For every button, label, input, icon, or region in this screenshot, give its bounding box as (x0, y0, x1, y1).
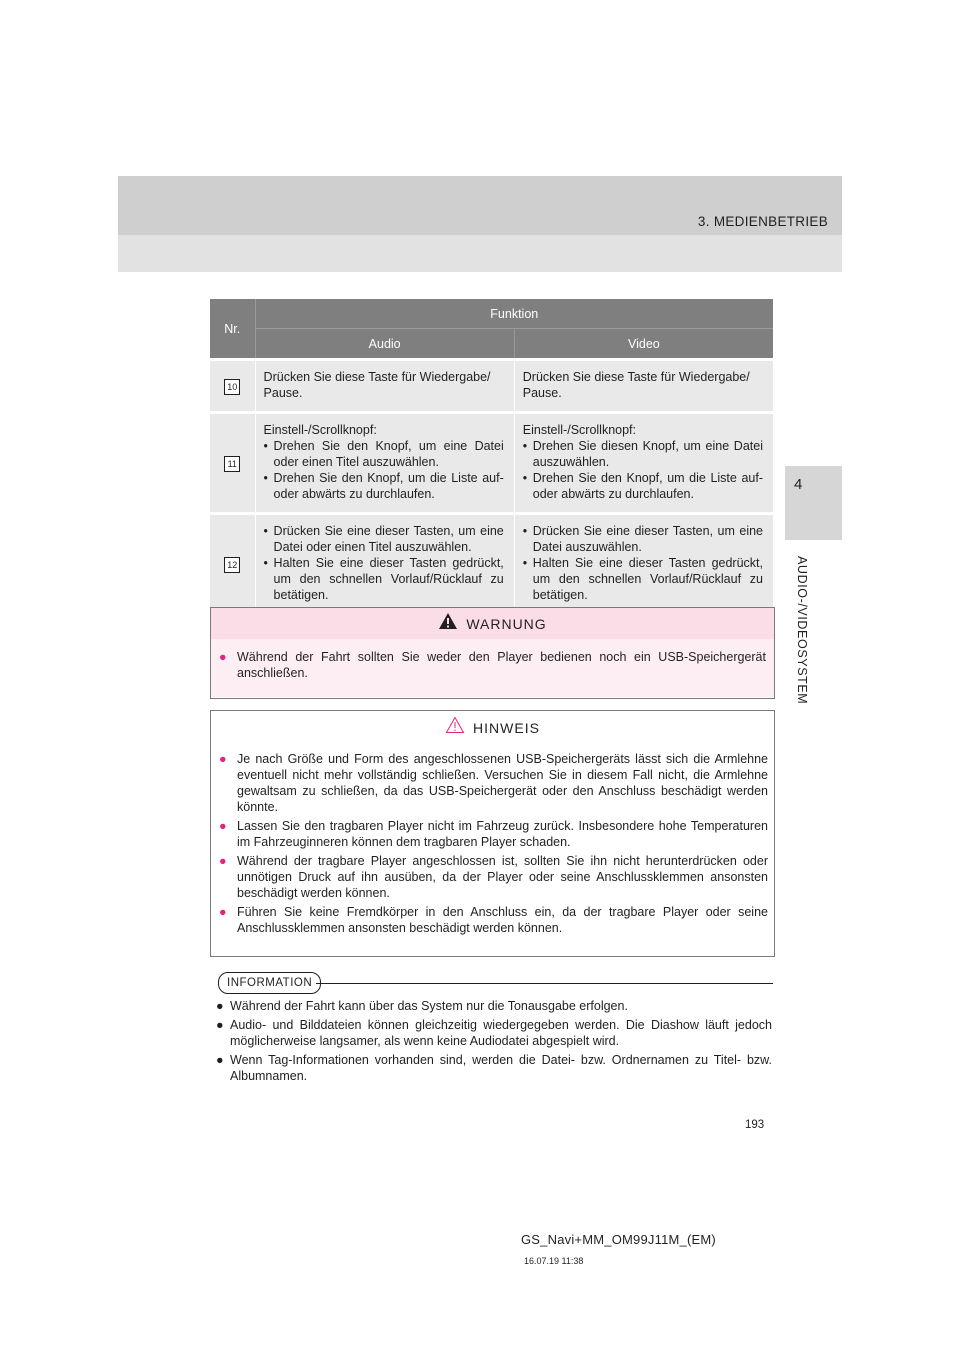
video-cell (514, 360, 773, 413)
bullet-dot-icon: • (263, 556, 268, 570)
column-header-nr: Nr. (210, 299, 255, 360)
footer-timestamp: 16.07.19 11:38 (524, 1256, 584, 1266)
chapter-number: 4 (794, 476, 803, 493)
audio-cell (255, 413, 514, 514)
information-body (216, 998, 772, 1087)
chapter-tab-number-box (785, 466, 842, 540)
column-header-audio: Audio (255, 329, 514, 360)
row-number-cell (210, 413, 255, 514)
row-number-badge: 10 (224, 379, 240, 395)
video-bullet: • Drehen Sie den Knopf, um die Liste auf- oder abwärts zu durchlaufen. (522, 471, 763, 501)
caution-triangle-icon (445, 712, 465, 746)
warning-header (211, 608, 774, 639)
information-item: ● Während der Fahrt kann über das System nur die Tonausgabe erfolgen. (216, 999, 628, 1013)
chapter-tab-divider (785, 540, 842, 541)
table-row (210, 514, 773, 614)
chapter-tab (785, 466, 842, 1226)
hinweis-item: ● Während der tragbare Player angeschlossen ist, sollten Sie ihn nicht herunterdrücken oder unnötigen Druck auf ihn ausüben, da der Player oder seine Anschlussklemmen ansonsten beschädigt werden können. (219, 854, 768, 900)
bullet-circle-icon: ● (216, 999, 224, 1013)
hinweis-item: ● Je nach Größe und Form des angeschlossenen USB-Speichergeräts lässt sich die Armlehne eventuell nicht mehr vollständig schließen. Versuchen Sie in diesem Fall nicht, die Armlehne gewaltsam zu schließen, da das USB-Speichergerät oder den Anschluss beschädigt werden könnte. (219, 752, 768, 814)
information-item: ● Wenn Tag-Informationen vorhanden sind, werden die Datei- bzw. Ordnernamen zu Titel- bzw. Albumnamen. (216, 1053, 772, 1083)
audio-text: Drücken Sie diese Taste für Wiedergabe/ Pause. (263, 370, 491, 400)
video-cell (514, 514, 773, 614)
warning-triangle-icon (438, 609, 458, 642)
hinweis-title: HINWEIS (473, 720, 540, 736)
hinweis-box (210, 710, 775, 957)
table-row (210, 413, 773, 514)
video-heading: Einstell-/Scrollknopf: (522, 423, 637, 437)
row-number-cell (210, 514, 255, 614)
audio-cell (255, 514, 514, 614)
audio-bullet: • Drehen Sie den Knopf, um eine Datei oder einen Titel auszuwählen. (263, 439, 504, 469)
video-cell (514, 413, 773, 514)
row-number-badge: 11 (224, 456, 240, 472)
video-bullet: • Drehen Sie diesen Knopf, um eine Datei auszuwählen. (522, 439, 763, 469)
warning-title: WARNUNG (466, 616, 547, 632)
bullet-dot-icon: • (522, 524, 528, 538)
bullet-dot-icon: • (522, 471, 528, 485)
table-row (210, 360, 773, 413)
chapter-label-wrap (795, 556, 815, 846)
audio-heading: Einstell-/Scrollknopf: (263, 423, 377, 437)
bullet-dot-icon: • (522, 439, 528, 453)
video-bullet: • Drücken Sie eine dieser Tasten, um eine Datei auszuwählen. (522, 524, 763, 554)
column-header-funktion: Funktion (255, 299, 773, 329)
bullet-dot-icon: • (263, 524, 268, 538)
bullet-dot-icon: • (263, 439, 268, 453)
header-band (118, 176, 842, 272)
information-rule (316, 983, 773, 984)
information-label: INFORMATION (218, 972, 321, 994)
audio-bullet: • Drücken Sie eine dieser Tasten, um eine Datei oder einen Titel auszuwählen. (263, 524, 504, 554)
bullet-circle-icon: ● (216, 1053, 224, 1067)
video-bullet: • Halten Sie eine dieser Tasten gedrückt, um den schnellen Vorlauf/Rücklauf zu betätigen. (522, 556, 763, 602)
bullet-circle-icon: ● (219, 854, 227, 868)
warning-box (210, 607, 775, 699)
page-number: 193 (745, 1119, 765, 1131)
warning-item: ● Während der Fahrt sollten Sie weder den Player bedienen noch ein USB-Speichergerät anschließen. (219, 650, 766, 680)
section-title: 3. MEDIENBETRIEB (697, 214, 828, 229)
audio-cell (255, 360, 514, 413)
video-text: Drücken Sie diese Taste für Wiedergabe/ Pause. (522, 370, 750, 400)
header-inner (118, 176, 842, 235)
hinweis-item: ● Führen Sie keine Fremdkörper in den Anschluss ein, da der tragbare Player oder seine Anschlussklemmen ansonsten beschädigt werden können. (219, 905, 768, 935)
hinweis-item: ● Lassen Sie den tragbaren Player nicht im Fahrzeug zurück. Insbesondere hohe Temperaturen im Fahrzeuginneren können dem tragbaren Player schaden. (219, 819, 768, 849)
audio-bullet: • Halten Sie eine dieser Tasten gedrückt, um den schnellen Vorlauf/Rücklauf zu betätigen. (263, 556, 504, 602)
row-number-badge: 12 (224, 557, 240, 573)
row-number-cell (210, 360, 255, 413)
hinweis-body (211, 743, 774, 936)
information-item: ● Audio- und Bilddateien können gleichzeitig wiedergegeben werden. Die Diashow läuft jedoch möglicherweise langsamer, als wenn keine Audiodatei abgespielt wird. (216, 1018, 772, 1048)
bullet-circle-icon: ● (219, 650, 227, 664)
bullet-dot-icon: • (522, 556, 528, 570)
bullet-circle-icon: ● (219, 819, 227, 833)
bullet-circle-icon: ● (219, 905, 227, 919)
chapter-label: AUDIO-/VIDEOSYSTEM (795, 556, 809, 705)
audio-bullet: • Drehen Sie den Knopf, um die Liste auf- oder abwärts zu durchlaufen. (263, 471, 504, 501)
bullet-dot-icon: • (263, 471, 268, 485)
bullet-circle-icon: ● (216, 1018, 224, 1032)
hinweis-header (211, 711, 774, 743)
function-table (210, 299, 773, 613)
footer-code: GS_Navi+MM_OM99J11M_(EM) (521, 1232, 716, 1247)
warning-body (211, 639, 774, 697)
column-header-video: Video (514, 329, 773, 360)
bullet-circle-icon: ● (219, 752, 227, 766)
